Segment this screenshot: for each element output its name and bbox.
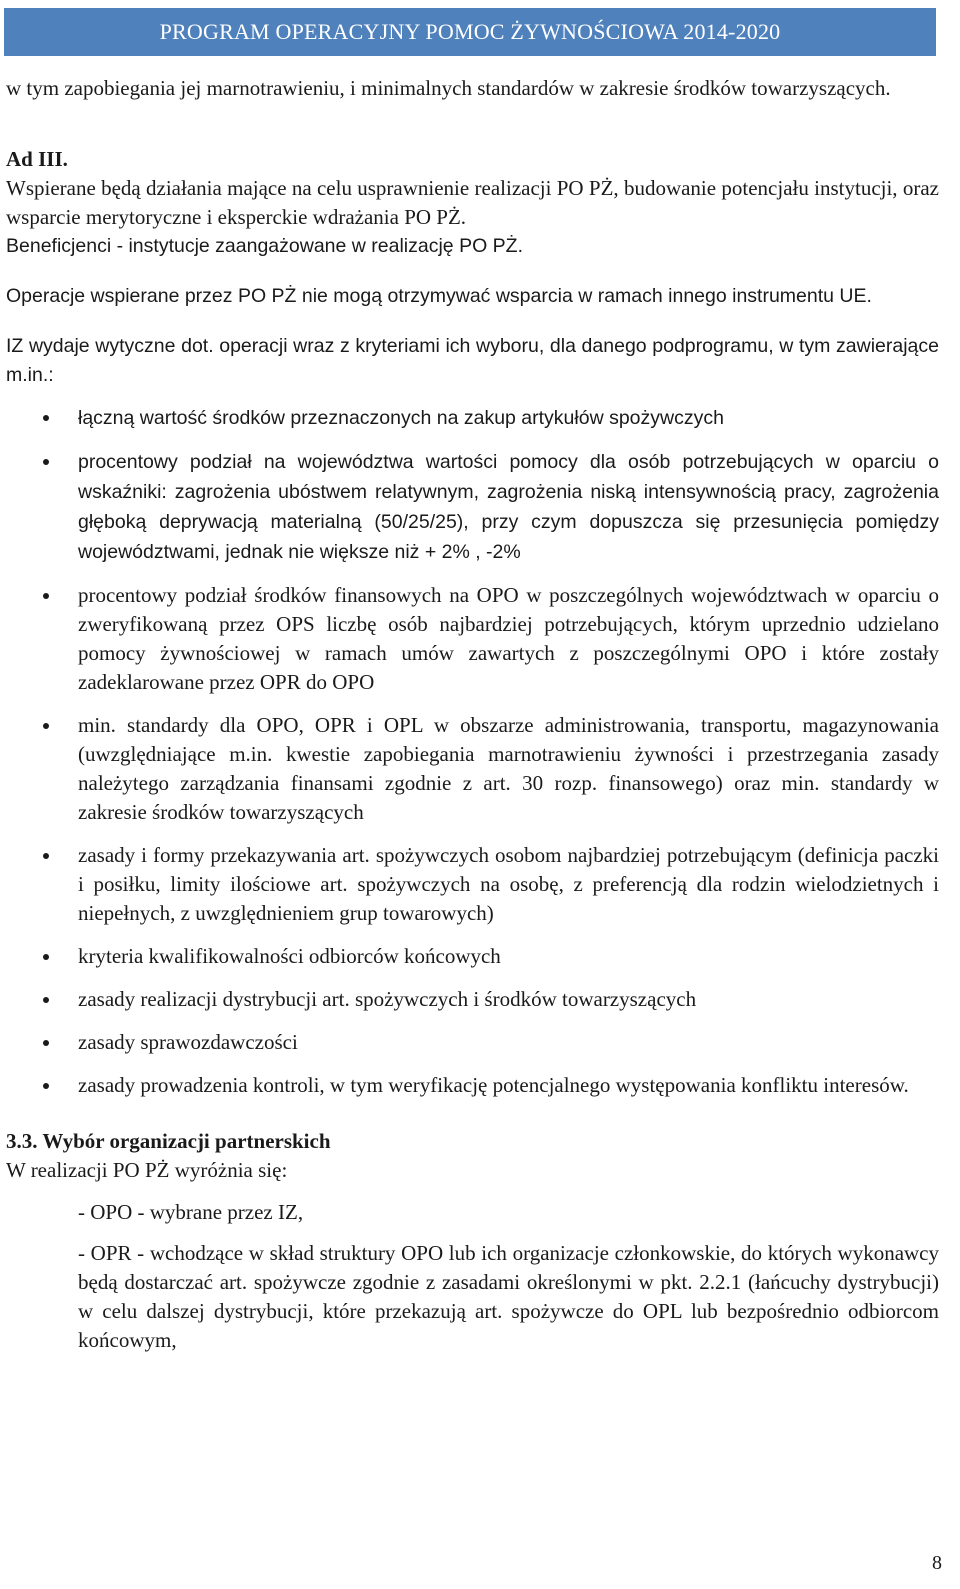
list-item [6,985,939,1014]
list-item [6,711,939,827]
list-item: - OPR - wchodzące w skład struktury OPO lub ich organizacje członkowskie, do których wykonawcy będą dostarczać art. spożywcze zgodnie z zasadami określonymi w pkt. 2.2.1 (łańcuchy dystrybucji) w celu dalszej dystrybucji, które przekazują art. spożywcze do OPL lub bezpośrednio odbiorcom końcowym, [78,1241,939,1352]
ad-iii-heading: Ad III. [6,147,68,171]
bullet-dot [43,853,49,859]
spacer [6,1185,939,1198]
page-header-band [4,8,936,56]
ad-iii-paragraph-1: Wspierane będą działania mające na celu usprawnienie realizacji PO PŻ, budowanie potencjału instytucji, oraz wsparcie merytoryczne i eksperckie wdrażania PO PŻ. [6,176,939,229]
ad-iii-beneficiaries: Beneficjenci - instytucje zaangażowane w realizację PO PŻ. [6,235,523,257]
list-item-text: zasady realizacji dystrybucji art. spożywczych i środków towarzyszących [78,987,697,1011]
list-item [6,841,939,928]
list-item [6,1028,939,1057]
section-3-3-lead: W realizacji PO PŻ wyróżnia się: [6,1158,288,1182]
list-item-text: zasady i formy przekazywania art. spożywczych osobom najbardziej potrzebującym (definicja paczki i posiłku, limity ilościowe art. spożywczych na osobę, z preferencją dla rodzin wielodzietnych i niepełnych, z uwzględnieniem grup towarowych) [78,843,939,925]
partner-organizations-list [6,1198,939,1355]
list-item [6,403,939,433]
guidelines-list [6,403,939,1100]
list-item [6,581,939,697]
intro-continuation: w tym zapobiegania jej marnotrawieniu, i minimalnych standardów w zakresie środków towarzyszących. [6,76,891,100]
page-number: 8 [932,1552,942,1574]
spacer [6,261,939,282]
ad-iii-operations-note: Operacje wspierane przez PO PŻ nie mogą otrzymywać wsparcia w ramach innego instrumentu UE. [6,285,872,307]
list-item-text: procentowy podział środków finansowych na OPO w poszczególnych województwach w oparciu o zweryfikowaną przez OPS liczbę osób najbardziej potrzebujących, którym uprzednio udzielano pomocy żywnościowej w ramach umów zawartych z poszczególnymi OPO i które zostały zadeklarowane przez OPR do OPO [78,583,939,694]
bullet-dot [43,954,49,960]
list-item [6,1071,939,1100]
bullet-dot [43,1083,49,1089]
list-item-text: zasady sprawozdawczości [78,1030,298,1054]
section-3-3-heading: 3.3. Wybór organizacji partnerskich [6,1129,331,1153]
list-item-text: zasady prowadzenia kontroli, w tym weryfikację potencjalnego występowania konfliktu interesów. [78,1073,909,1097]
header-title: PROGRAM OPERACYJNY POMOC ŻYWNOŚCIOWA 2014-2020 [159,19,781,44]
list-item [6,942,939,971]
list-item-text: procentowy podział na województwa wartości pomocy dla osób potrzebujących w oparciu o wskaźniki: zagrożenia ubóstwem relatywnym, zagrożenia niską intensywnością pracy, zagrożenia głęboką deprywacją materialną (50/25/25), przy czym dopuszcza się przesunięcia pomiędzy województwami, jednak nie większe niż + 2% , -2% [78,451,939,563]
bullet-dot [43,593,49,599]
spacer [6,311,939,332]
spacer [6,390,939,403]
spacer [6,1114,939,1127]
spacer [6,103,939,132]
list-item [6,447,939,567]
bullet-dot [43,997,49,1003]
ad-iii-guidelines-intro: IZ wydaje wytyczne dot. operacji wraz z kryteriami ich wyboru, dla danego podprogramu, w tym zawierające m.in.: [6,335,939,386]
list-item-text: kryteria kwalifikowalności odbiorców końcowych [78,944,501,968]
document-body [6,74,939,1367]
bullet-dot [43,723,49,729]
bullet-dot [43,415,49,421]
bullet-dot [43,1040,49,1046]
spacer [6,132,939,145]
list-item-text: min. standardy dla OPO, OPR i OPL w obszarze administrowania, transportu, magazynowania (uwzględniające m.in. kwestie zapobiegania marnotrawieniu żywności i przestrzegania zasady należytego zarządzania finansami zgodnie z art. 30 rozp. finansowego) oraz min. standardy w zakresie środków towarzyszących [78,713,939,824]
list-item: - OPO - wybrane przez IZ, [78,1200,304,1224]
list-item-text: łączną wartość środków przeznaczonych na zakup artykułów spożywczych [78,407,724,429]
bullet-dot [43,459,49,465]
